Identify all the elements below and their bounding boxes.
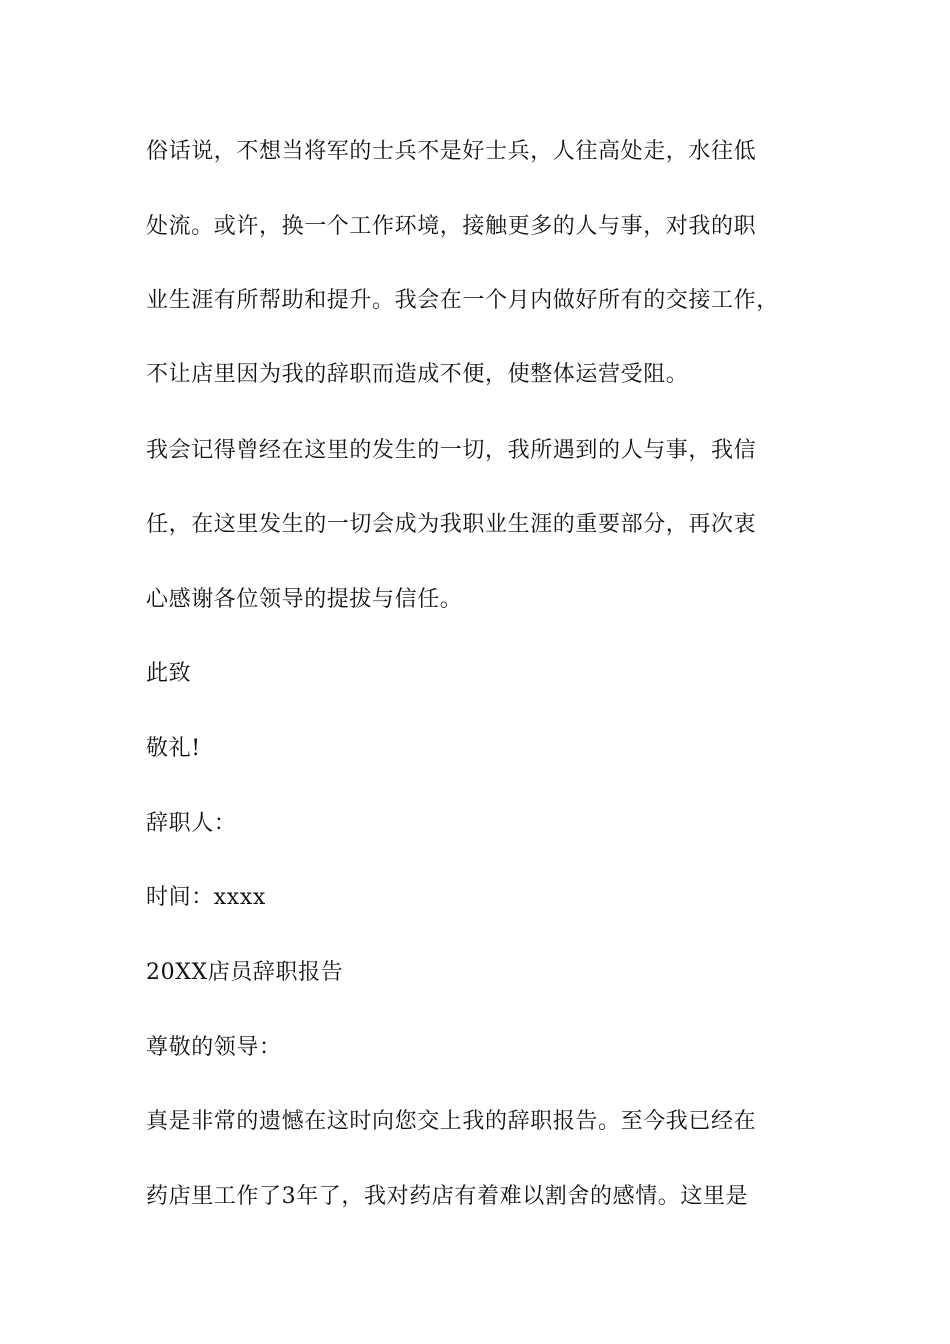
paragraph-line: 我会记得曾经在这里的发生的一切，我所遇到的人与事，我信 [146,438,757,463]
signer-label: 辞职人： [146,811,237,836]
greeting: 尊敬的领导： [146,1035,282,1060]
paragraph-line: 药店里工作了3年了，我对药店有着难以割舍的感情。这里是 [146,1184,749,1209]
paragraph-line: 处流。或许，换一个工作环境，接触更多的人与事，对我的职 [146,214,757,239]
paragraph-line: 任，在这里发生的一切会成为我职业生涯的重要部分，再次衷 [146,512,757,537]
paragraph-line: 不让店里因为我的辞职而造成不便，使整体运营受阻。 [146,362,689,387]
closing-salutation: 此致 [146,661,192,686]
report-title: 20XX店员辞职报告 [146,960,344,985]
paragraph-line: 心感谢各位领导的提拔与信任。 [146,587,463,612]
date-label: 时间：xxxx [146,885,266,910]
paragraph-line: 真是非常的遗憾在这时向您交上我的辞职报告。至今我已经在 [146,1109,757,1134]
paragraph-line: 俗话说，不想当将军的士兵不是好士兵，人往高处走，水往低 [146,139,757,164]
closing-regards: 敬礼! [146,736,201,761]
paragraph-line: 业生涯有所帮助和提升。我会在一个月内做好所有的交接工作， [146,288,779,313]
